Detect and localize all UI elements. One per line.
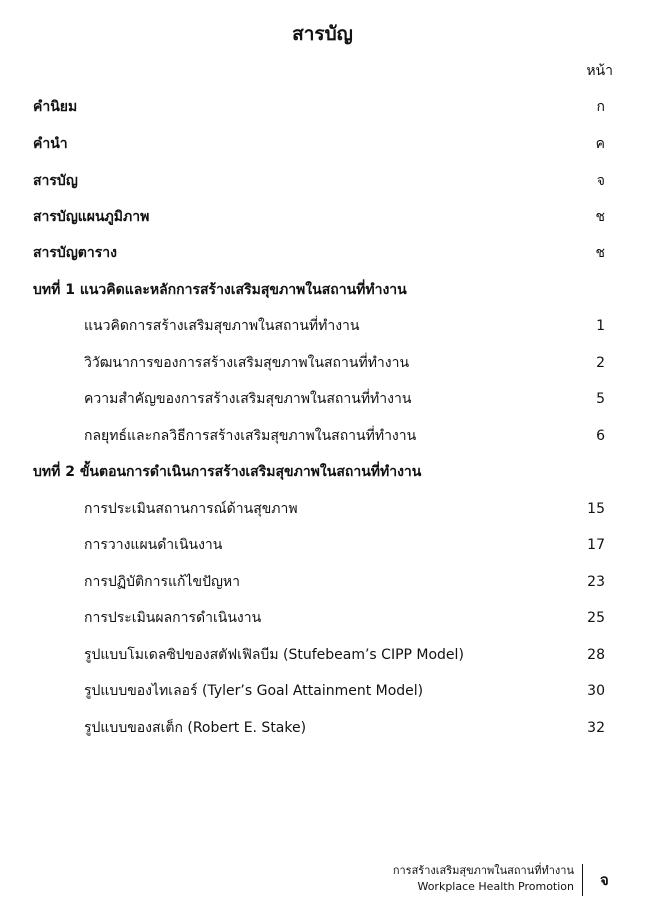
toc-page-number: ค bbox=[595, 136, 605, 152]
toc-entry: สารบัญแผนภูมิภาพ bbox=[33, 209, 150, 225]
toc-entry: คำนิยม bbox=[33, 99, 78, 115]
toc-entry: คำนำ bbox=[33, 136, 68, 152]
toc-row-section bbox=[0, 606, 645, 630]
toc-page-number: 2 bbox=[596, 355, 605, 371]
toc-entry: สารบัญ bbox=[33, 173, 78, 189]
toc-row-contents bbox=[0, 169, 645, 193]
toc-chapter-heading: บทที่ 1 แนวคิดและหลักการสร้างเสริมสุขภาพในสถานที่ทำงาน bbox=[33, 282, 407, 298]
toc-row-section bbox=[0, 497, 645, 521]
toc-row-section bbox=[0, 533, 645, 557]
toc-row-section bbox=[0, 679, 645, 703]
toc-page-number: 1 bbox=[596, 318, 605, 334]
toc-entry: การปฏิบัติการแก้ไขปัญหา bbox=[84, 574, 240, 590]
page-column-label: หน้า bbox=[586, 63, 613, 79]
page-title: สารบัญ bbox=[292, 23, 353, 45]
toc-row-section bbox=[0, 570, 645, 594]
toc-entry: รูปแบบโมเดลซิปของสตัฟเฟิลบีม (Stufebeam’s CIPP Model) bbox=[84, 647, 464, 663]
toc-row-preface bbox=[0, 132, 645, 156]
toc-row-chapter-1 bbox=[0, 278, 645, 302]
toc-page-number: ก bbox=[596, 99, 605, 115]
toc-entry: รูปแบบของไทเลอร์ (Tyler’s Goal Attainment Model) bbox=[84, 683, 424, 699]
toc-row-section bbox=[0, 424, 645, 448]
toc-row-foreword bbox=[0, 95, 645, 119]
toc-row-section bbox=[0, 351, 645, 375]
toc-row-section bbox=[0, 716, 645, 740]
footer-page-number: จ bbox=[600, 871, 609, 889]
toc-entry: ความสำคัญของการสร้างเสริมสุขภาพในสถานที่ทำงาน bbox=[84, 391, 412, 407]
toc-entry: สารบัญตาราง bbox=[33, 245, 117, 261]
toc-chapter-heading: บทที่ 2 ขั้นตอนการดำเนินการสร้างเสริมสุขภาพในสถานที่ทำงาน bbox=[33, 464, 422, 480]
toc-page-number: 17 bbox=[587, 537, 605, 553]
toc-entry: การประเมินผลการดำเนินงาน bbox=[84, 610, 262, 626]
toc-entry: รูปแบบของสเต็ก (Robert E. Stake) bbox=[84, 720, 307, 736]
toc-page-number: 23 bbox=[587, 574, 605, 590]
toc-page-number: จ bbox=[596, 173, 605, 189]
page-footer bbox=[0, 860, 645, 900]
toc-page-number: 30 bbox=[587, 683, 605, 699]
toc-entry: แนวคิดการสร้างเสริมสุขภาพในสถานที่ทำงาน bbox=[84, 318, 360, 334]
toc-row-list-of-figures bbox=[0, 205, 645, 229]
toc-page-number: 6 bbox=[596, 428, 605, 444]
toc-entry: กลยุทธ์และกลวิธีการสร้างเสริมสุขภาพในสถานที่ทำงาน bbox=[84, 428, 417, 444]
toc-row-list-of-tables bbox=[0, 241, 645, 265]
toc-page-number: 25 bbox=[587, 610, 605, 626]
toc-page-number: 28 bbox=[587, 647, 605, 663]
toc-row-section bbox=[0, 387, 645, 411]
toc-row-section bbox=[0, 314, 645, 338]
toc-entry: การประเมินสถานการณ์ด้านสุขภาพ bbox=[84, 501, 298, 517]
footer-title-english: Workplace Health Promotion bbox=[417, 880, 574, 893]
toc-page-number: ช bbox=[595, 245, 605, 261]
toc-entry: การวางแผนดำเนินงาน bbox=[84, 537, 223, 553]
toc-page-number: 5 bbox=[596, 391, 605, 407]
toc-entry: วิวัฒนาการของการสร้างเสริมสุขภาพในสถานที่ทำงาน bbox=[84, 355, 410, 371]
footer-divider bbox=[582, 864, 583, 896]
toc-page-number: 32 bbox=[587, 720, 605, 736]
toc-page-number: ช bbox=[595, 209, 605, 225]
toc-row-chapter-2 bbox=[0, 460, 645, 484]
toc-page-number: 15 bbox=[587, 501, 605, 517]
toc-row-section bbox=[0, 643, 645, 667]
footer-title-thai: การสร้างเสริมสุขภาพในสถานที่ทำงาน bbox=[392, 864, 574, 877]
